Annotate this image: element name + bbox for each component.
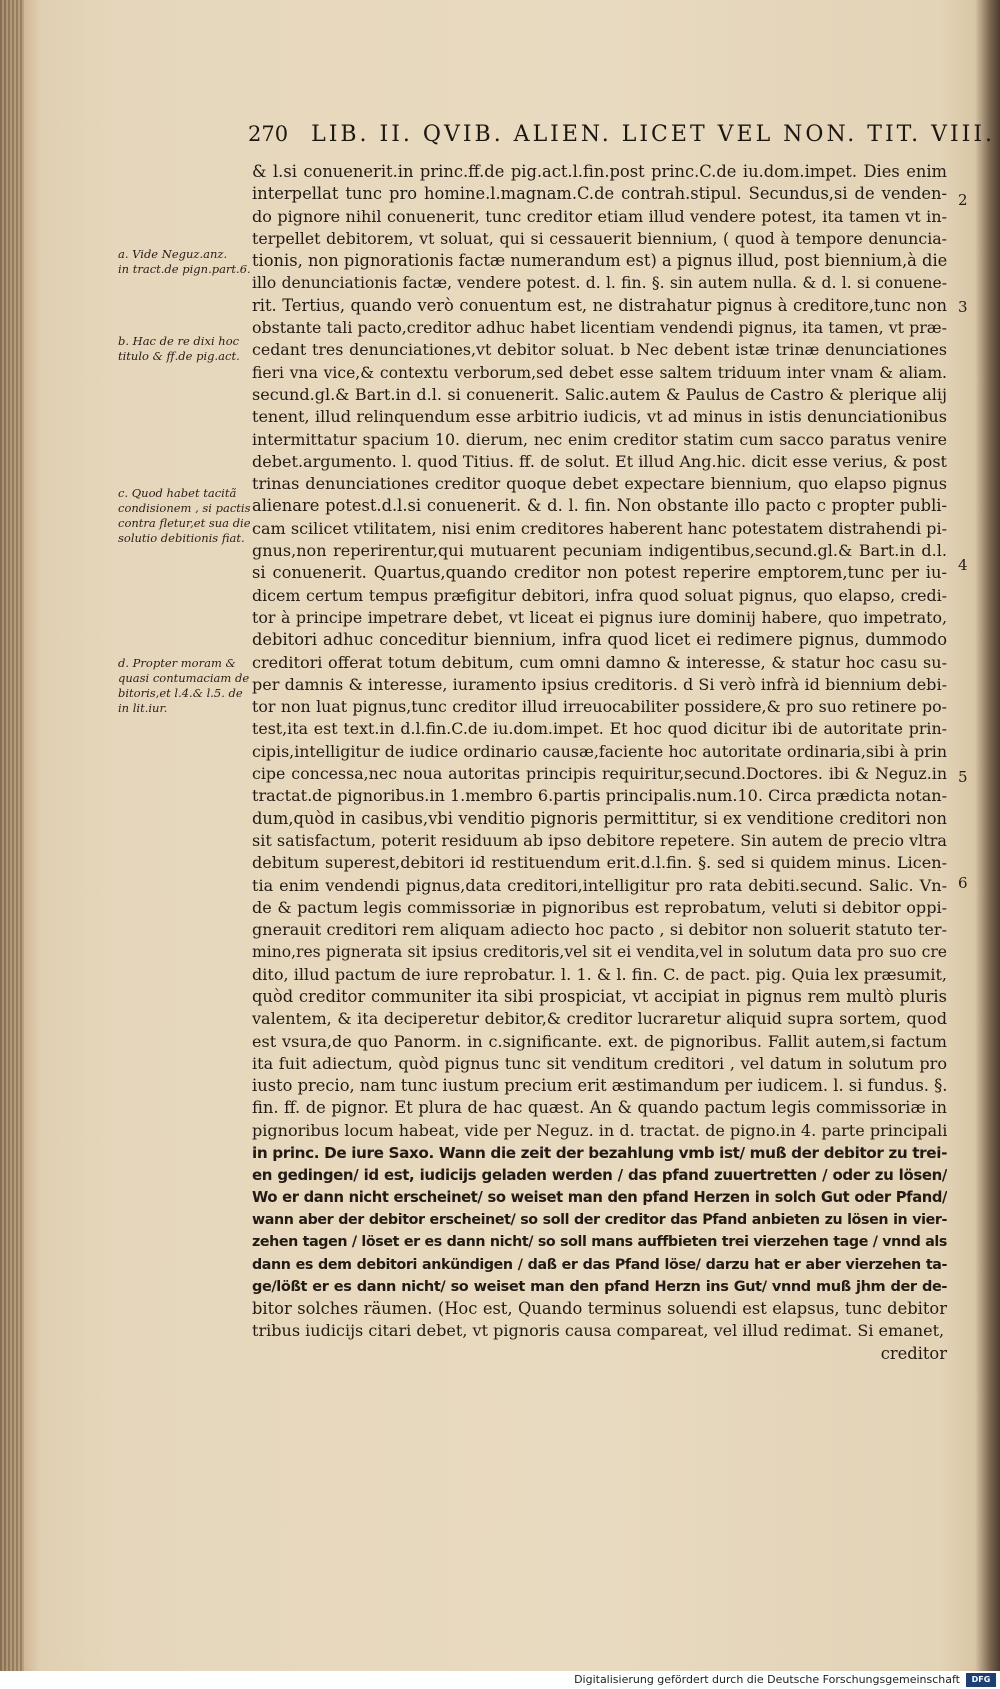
text-line: iusto precio, nam tunc iustum precium erit æstimandum per iudicem. l. si fundus. §.	[252, 1076, 947, 1096]
text-line: dicem certum tempus præfigitur debitori, infra quod soluat pignus, quo elapso, credi-	[252, 585, 947, 605]
text-line: tor non luat pignus,tunc creditor illud irreuocabiliter possidere,& pro suo retinere po-	[252, 697, 947, 717]
text-line: Wo er dann nicht erscheinet/ so weiset man den pfand Herzen in solch Gut oder Pfand/	[252, 1188, 947, 1206]
margin-note-b: b. Hac de re dixi hoc titulo & ff.de pig.act.	[118, 334, 240, 363]
text-line: terpellet debitorem, vt soluat, qui si cessauerit biennium, ( quod à tempore denuncia-	[252, 228, 947, 248]
text-line: alienare potest.d.l.si conuenerit. & d. l. fin. Non obstante illo pacto c propter publi-	[252, 496, 947, 516]
running-title: LIB. II. QVIB. ALIEN. LICET VEL NON. TIT. VIII.	[311, 122, 996, 147]
text-line: obstante tali pacto,creditor adhuc habet licentiam vendendi pignus, ita tamen, vt præ-	[252, 318, 947, 338]
text-line: dum,quòd in casibus,vbi venditio pignoris permittitur, si ex venditione creditori non	[252, 808, 947, 828]
text-line: trinas denunciationes creditor quoque debet expectare biennium, quo elapso pignus	[252, 474, 947, 494]
margin-number: 5	[958, 768, 968, 786]
margin-note-a: a. Vide Neguz.anz. in tract.de pign.part.6.	[118, 247, 251, 276]
text-line: wann aber der debitor erscheinet/ so soll der creditor das Pfand anbieten zu lösen in vier-	[252, 1211, 947, 1228]
text-line: debet.argumento. l. quod Titius. ff. de solut. Et illud Ang.hic. dicit esse verius, & post	[252, 451, 947, 471]
text-line: cedant tres denunciationes,vt debitor soluat. b Nec debent istæ trinæ denunciationes	[252, 340, 947, 360]
text-line: illo denunciationis factæ, vendere potest. d. l. fin. §. sin autem nulla. & d. l. si conuene-	[252, 274, 947, 293]
text-line: intermittatur spacium 10. dierum, nec enim creditor statim cum sacco paratus venire	[252, 429, 947, 449]
text-line: tia enim vendendi pignus,data creditori,intelligitur pro rata debiti.secund. Salic. Vn-	[252, 875, 947, 895]
text-line: tribus iudicijs citari debet, vt pignoris causa compareat, vel illud redimat. Si emanet,	[252, 1321, 945, 1341]
text-line: ita fuit adiectum, quòd pignus tunc sit venditum creditori , vel datum in solutum pro	[252, 1053, 947, 1073]
text-line: & l.si conuenerit.in princ.ff.de pig.act.l.fin.post princ.C.de iu.dom.impet. Dies enim	[252, 162, 947, 181]
text-line: si conuenerit. Quartus,quando creditor non potest reperire emptorem,tunc per iu-	[252, 563, 947, 583]
text-line: cipe concessa,nec noua autoritas principis requiritur,secund.Doctores. ibi & Neguz.in	[252, 764, 947, 784]
text-line: secund.gl.& Bart.in d.l. si conuenerit. Salic.autem & Paulus de Castro & plerique alij	[252, 384, 947, 404]
text-line: bitor solches räumen. (Hoc est, Quando terminus soluendi est elapsus, tunc debitor	[252, 1299, 947, 1319]
margin-note-c: c. Quod habet tacitã condisionem , si pactis contra fletur,et sua die solutio debitionis fiat.	[118, 486, 251, 545]
text-line: rit. Tertius, quando verò conuentum est, ne distrahatur pignus à creditore,tunc non	[252, 295, 947, 315]
text-line: tractat.de pignoribus.in 1.membro 6.partis principalis.num.10. Circa prædicta notan-	[252, 786, 947, 806]
footer-credit: Digitalisierung gefördert durch die Deutsche Forschungsgemeinschaft	[574, 1673, 960, 1686]
margin-number: 2	[958, 191, 968, 209]
text-line: creditor	[880, 1343, 947, 1363]
text-line: sit satisfactum, poterit residuum ab ipso debitore repetere. Sin autem de precio vltra	[252, 830, 947, 850]
running-header	[248, 122, 996, 162]
text-line: ge/lößt er es dann nicht/ so weiset man den pfand Herzn ins Gut/ vnnd muß jhm der de-	[252, 1278, 947, 1295]
text-line: valentem, & ita deciperetur debitor,& creditor lucraretur aliquid supra sortem, quod	[252, 1009, 947, 1029]
margin-number: 3	[958, 298, 968, 316]
text-line: tenent, illud relinquendum esse arbitrio iudicis, vt ad minus in istis denunciationibus	[252, 407, 947, 427]
text-line: gnus,non reperirentur,qui mutuarent pecuniam indigentibus,secund.gl.& Bart.in d.l.	[252, 541, 947, 561]
text-line: test,ita est text.in d.l.fin.C.de iu.dom.impet. Et hoc quod dicitur ibi de autoritate prin-	[252, 719, 947, 739]
text-line: dito, illud pactum de iure reprobatur. l. 1. & l. fin. C. de pact. pig. Quia lex præsumit,	[252, 964, 947, 984]
margin-number: 4	[958, 556, 968, 574]
text-line: tor à principe impetrare debet, vt liceat ei pignus iure dominij habere, quo impetrato,	[252, 607, 947, 627]
text-line: fin. ff. de pignor. Et plura de hac quæst. An & quando pactum legis commissoriæ in	[252, 1098, 947, 1118]
text-line: mino,res pignerata sit ipsius creditoris,vel sit ei vendita,vel in solutum data pro suo cre	[252, 943, 947, 962]
text-line: de & pactum legis commissoriæ in pignoribus est reprobatum, veluti si debitor oppi-	[252, 897, 947, 917]
text-line: debitori adhuc conceditur biennium, infra quod licet ei redimere pignus, dummodo	[252, 630, 947, 650]
text-line: do pignore nihil conuenerit, tunc creditor etiam illud vendere potest, ita tamen vt in-	[252, 206, 947, 226]
margin-note-d: d. Propter moram & quasi contumaciam de bitoris,et l.4.& l.5. de in lit.iur.	[118, 656, 250, 715]
text-line: pignoribus locum habeat, vide per Neguz. in d. tractat. de pigno.in 4. parte principali	[252, 1120, 947, 1140]
text-line: quòd creditor communiter ita sibi prospiciat, vt accipiat in pignus rem multò pluris	[252, 986, 947, 1006]
text-line: per damnis & interesse, iuramento ipsius creditoris. d Si verò infrà id biennium debi-	[252, 674, 947, 694]
text-line: dann es dem debitori ankündigen / daß er das Pfand löse/ darzu hat er aber vierzehen ta-	[252, 1256, 947, 1273]
margin-number: 6	[958, 874, 968, 892]
text-line: in princ. De iure Saxo. Wann die zeit der bezahlung vmb ist/ muß der debitor zu trei-	[252, 1144, 947, 1163]
text-line: en gedingen/ id est, iudicijs geladen werden / das pfand zuuertretten / oder zu lösen/	[252, 1166, 947, 1185]
text-line: zehen tagen / löset er es dann nicht/ so soll mans auffbieten trei vierzehen tage / vnnd als	[252, 1234, 947, 1251]
text-line: creditori offerat totum debitum, cum omni damno & interesse, & statur hoc casu su-	[252, 652, 947, 672]
text-line: fieri vna vice,& contextu verborum,sed debet esse saltem triduum inter vnam & aliam.	[252, 363, 947, 382]
text-line: interpellat tunc pro homine.l.magnam.C.de contrah.stipul. Secundus,si de venden-	[252, 184, 947, 204]
text-line: cam scilicet vtilitatem, nisi enim creditores haberent hanc potestatem distrahendi pi-	[252, 518, 947, 538]
text-line: tionis, non pignorationis factæ numerandum est) a pignus illud, post biennium,à die	[252, 251, 947, 271]
dfg-logo: DFG	[966, 1673, 996, 1687]
text-line: est vsura,de quo Panorm. in c.significante. ext. de pignoribus. Fallit autem,si factum	[252, 1031, 947, 1051]
text-line: cipis,intelligitur de iudice ordinario causæ,faciente hoc autoritate ordinaria,sibi à prin	[252, 741, 947, 761]
digitization-footer	[0, 1671, 1000, 1689]
body-text	[252, 161, 947, 1431]
text-line: debitum superest,debitori id restituendum erit.d.l.fin. §. sed si quidem minus. Licen-	[252, 853, 947, 873]
page-stack-edge	[0, 0, 24, 1689]
page-number: 270	[248, 122, 289, 146]
text-line: gnerauit creditori rem aliquam adiecto hoc pacto , si debitor non soluerit statuto ter-	[252, 920, 947, 940]
